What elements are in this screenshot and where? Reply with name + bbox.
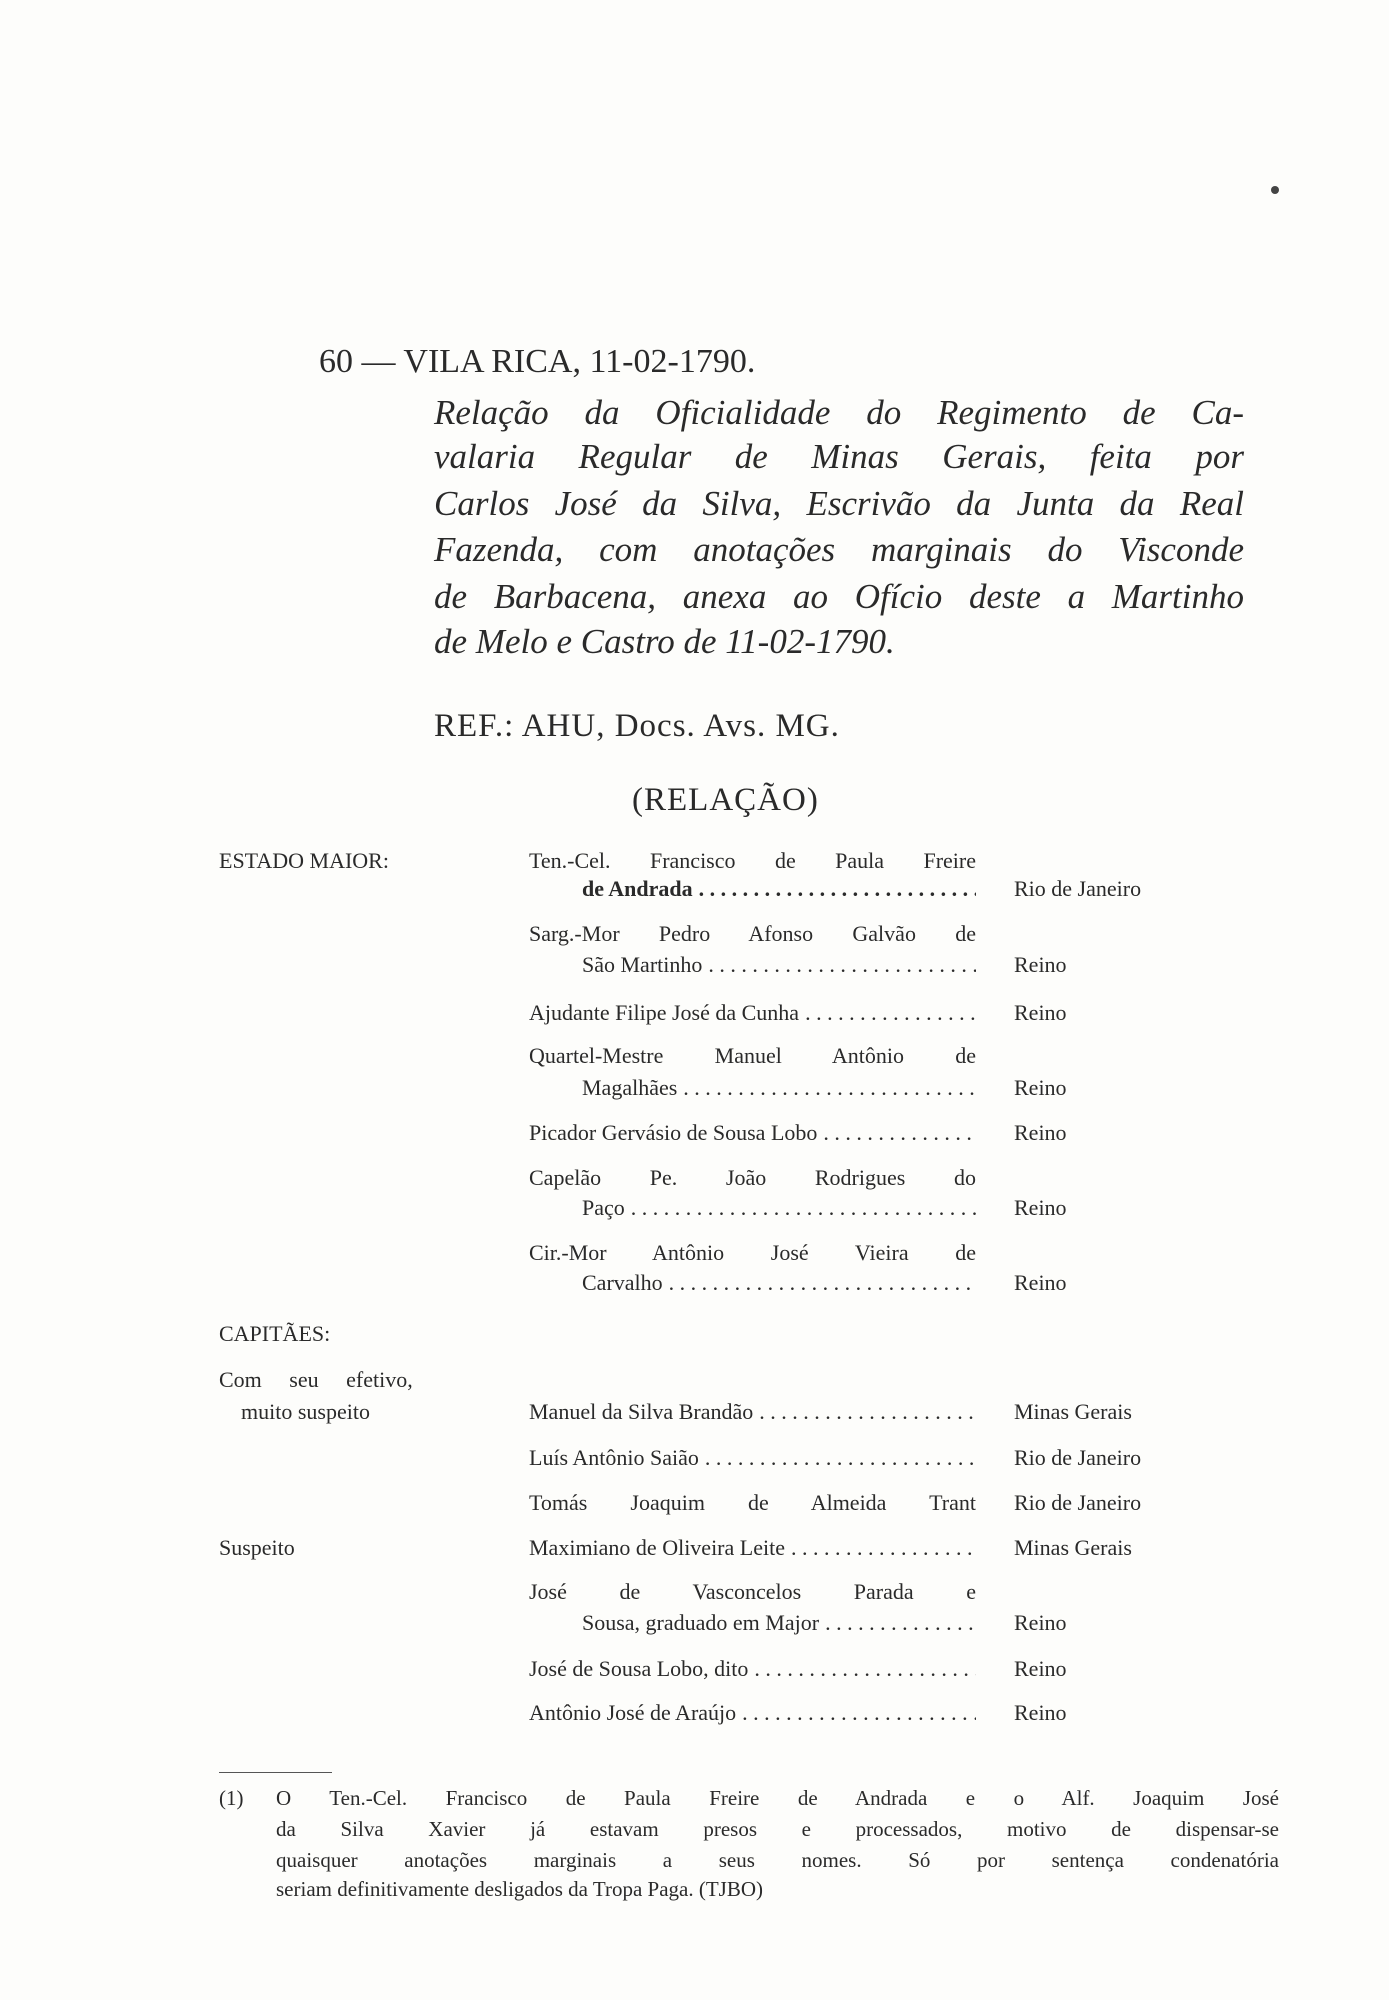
dot-leader: [823, 1120, 976, 1146]
name-text: São Martinho: [582, 952, 703, 977]
captain-name: José de Vasconcelos Parada e: [529, 1579, 976, 1604]
origin-place: Reino: [1014, 1610, 1067, 1635]
footnote-line: quaisquer anotações marginais a seus nomes. Só por sentença condenatória: [276, 1848, 1279, 1872]
officer-name: Capelão Pe. João Rodrigues do: [529, 1165, 976, 1190]
captain-name: Tomás Joaquim de Almeida Trant: [529, 1490, 976, 1515]
footnote-rule: [219, 1772, 332, 1773]
summary-line: Carlos José da Silva, Escrivão da Junta da Real: [434, 484, 1244, 523]
group-label: Com seu efetivo,: [219, 1367, 413, 1392]
name-text: Luís Antônio Saião: [529, 1445, 699, 1470]
origin-place: Reino: [1014, 1270, 1067, 1295]
dot-leader: [699, 876, 976, 902]
dot-leader: [708, 952, 976, 978]
name-text: Ajudante Filipe José da Cunha: [529, 1000, 800, 1025]
origin-place: Reino: [1014, 1075, 1067, 1100]
name-text: de Andrada: [582, 876, 693, 901]
footnote-line: da Silva Xavier já estavam presos e processados, motivo de dispensar-se: [276, 1817, 1279, 1841]
name-text: Carvalho: [582, 1270, 663, 1295]
dot-leader: [805, 1000, 976, 1026]
name-text: Antônio José de Araújo: [529, 1700, 737, 1725]
section-title: (RELAÇÃO): [632, 782, 819, 818]
dot-leader: [683, 1075, 976, 1101]
footnote-line: seriam definitivamente desligados da Tropa Paga. (TJBO): [276, 1877, 763, 1901]
captain-name: [529, 1535, 976, 1561]
captain-name: [529, 1445, 976, 1471]
estado-maior-label: ESTADO MAIOR:: [219, 848, 389, 873]
dot-leader: [791, 1535, 976, 1561]
origin-place: Minas Gerais: [1014, 1535, 1132, 1560]
summary-line: Relação da Oficialidade do Regimento de Ca-: [434, 393, 1244, 432]
officer-name-cont: [582, 1075, 976, 1101]
officer-name: [529, 1000, 976, 1026]
dot-leader: [705, 1445, 976, 1471]
footnote-number: (1): [219, 1786, 244, 1810]
footnote-line: O Ten.-Cel. Francisco de Paula Freire de Andrada e o Alf. Joaquim José: [276, 1786, 1279, 1810]
officer-name-cont: [582, 876, 976, 902]
origin-place: Rio de Janeiro: [1014, 1490, 1142, 1515]
group-label: Suspeito: [219, 1535, 295, 1560]
officer-name: [529, 1120, 976, 1146]
dot-leader: [631, 1195, 976, 1221]
dot-leader: [669, 1270, 976, 1296]
officer-name: Sarg.-Mor Pedro Afonso Galvão de: [529, 921, 976, 946]
officer-name-cont: [582, 952, 976, 978]
origin-place: Minas Gerais: [1014, 1399, 1132, 1424]
name-text: Picador Gervásio de Sousa Lobo: [529, 1120, 818, 1145]
summary-line: de Barbacena, anexa ao Ofício deste a Martinho: [434, 577, 1244, 616]
origin-place: Rio de Janeiro: [1014, 876, 1142, 901]
origin-place: Reino: [1014, 1700, 1067, 1725]
officer-name-cont: [582, 1270, 976, 1296]
origin-place: Rio de Janeiro: [1014, 1445, 1142, 1470]
name-text: Sousa, graduado em Major: [582, 1610, 820, 1635]
ink-speck: [1271, 186, 1279, 194]
origin-place: Reino: [1014, 1120, 1067, 1145]
captain-name: [529, 1399, 976, 1425]
summary-line: Fazenda, com anotações marginais do Visconde: [434, 530, 1244, 569]
origin-place: Reino: [1014, 1195, 1067, 1220]
name-text: Manuel da Silva Brandão: [529, 1399, 754, 1424]
name-text: Magalhães: [582, 1075, 678, 1100]
captain-name: [529, 1656, 976, 1682]
summary-line: de Melo e Castro de 11-02-1790.: [434, 622, 895, 661]
dot-leader: [825, 1610, 976, 1636]
officer-name: Quartel-Mestre Manuel Antônio de: [529, 1043, 976, 1068]
capitaes-label: CAPITÃES:: [219, 1321, 331, 1346]
name-text: Paço: [582, 1195, 625, 1220]
name-text: Maximiano de Oliveira Leite: [529, 1535, 785, 1560]
summary-line: valaria Regular de Minas Gerais, feita por: [434, 437, 1244, 476]
group-label: muito suspeito: [241, 1399, 370, 1424]
officer-name: Cir.-Mor Antônio José Vieira de: [529, 1240, 976, 1265]
captain-name-cont: [582, 1610, 976, 1636]
origin-place: Reino: [1014, 952, 1067, 977]
reference: REF.: AHU, Docs. Avs. MG.: [434, 708, 840, 744]
dot-leader: [754, 1656, 976, 1682]
officer-name: Ten.-Cel. Francisco de Paula Freire: [529, 848, 976, 873]
dot-leader: [742, 1700, 976, 1726]
entry-heading: 60 — VILA RICA, 11-02-1790.: [319, 343, 756, 380]
captain-name: [529, 1700, 976, 1726]
origin-place: Reino: [1014, 1656, 1067, 1681]
officer-name-cont: [582, 1195, 976, 1221]
dot-leader: [759, 1399, 976, 1425]
name-text: José de Sousa Lobo, dito: [529, 1656, 749, 1681]
origin-place: Reino: [1014, 1000, 1067, 1025]
